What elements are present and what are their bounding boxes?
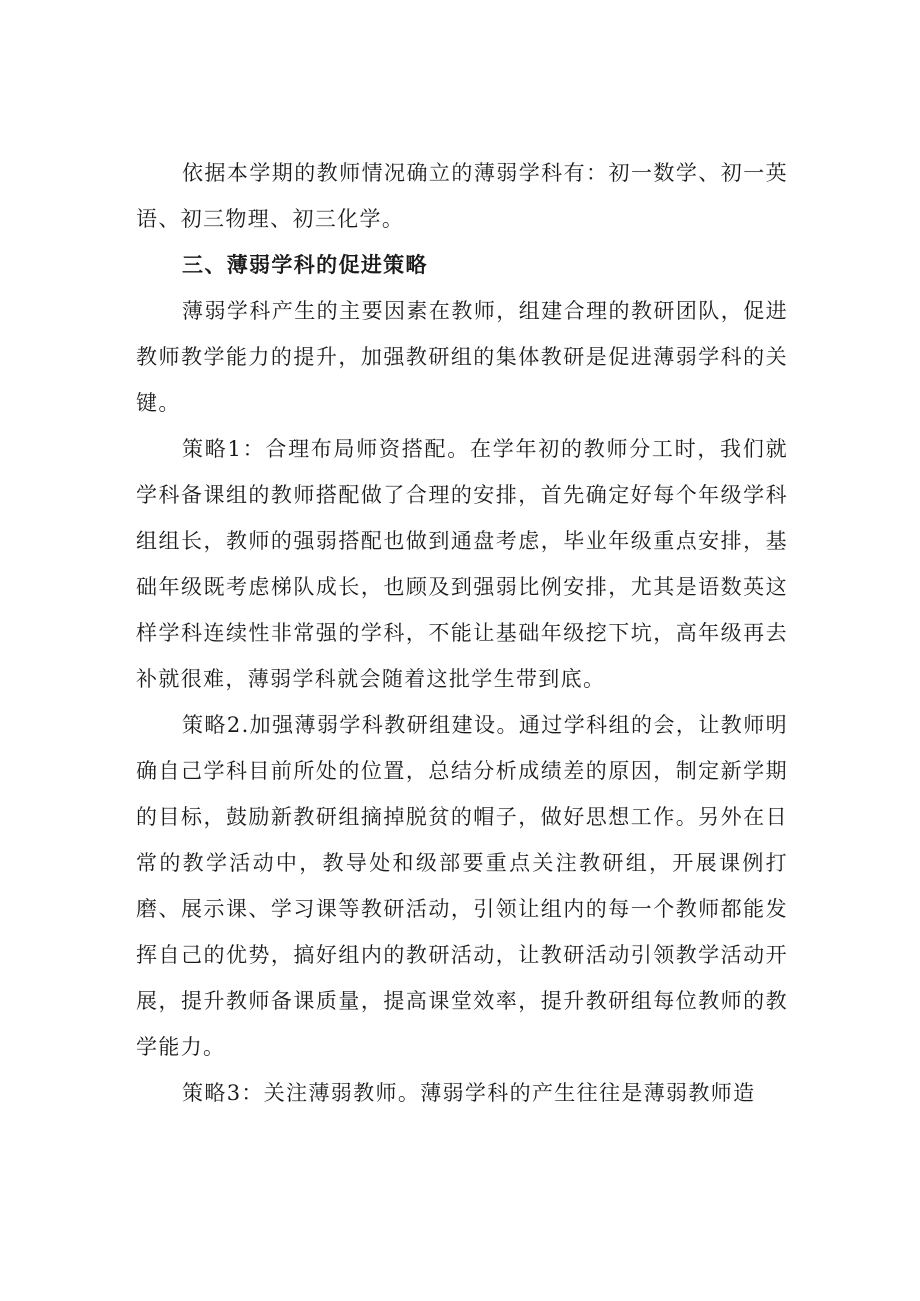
paragraph-strategy-1: 策略1：合理布局师资搭配。在学年初的教师分工时，我们就学科备课组的教师搭配做了合理的安排，首先确定好每个年级学科组组长，教师的强弱搭配也做到通盘考虑，毕业年级重点安排，基础年级既考虑梯队成长，也顾及到强弱比例安排，尤其是语数英这样学科连续性非常强的学科，不能让基础年级挖下坑，高年级再去补就很难，薄弱学科就会随着这批学生带到底。 [136, 437, 788, 691]
paragraph-strategy-2: 策略2.加强薄弱学科教研组建设。通过学科组的会，让教师明确自己学科目前所处的位置，总结分析成绩差的原因，制定新学期的目标，鼓励新教研组摘掉脱贫的帽子，做好思想工作。另外在日常的教学活动中，教导处和级部要重点关注教研组，开展课例打磨、展示课、学习课等教研活动，引领让组内的每一个教师都能发挥自己的优势，搞好组内的教研活动，让教研活动引领教学活动开展，提升教师备课质量，提高课堂效率，提升教研组每位教师的教学能力。 [136, 713, 788, 1059]
document-body [136, 150, 788, 1116]
section-heading-strategies: 三、薄弱学科的促进策略 [182, 253, 428, 277]
paragraph-weak-subjects-list: 依据本学期的教师情况确立的薄弱学科有：初一数学、初一英语、初三物理、初三化学。 [136, 161, 788, 231]
paragraph-main-factor: 薄弱学科产生的主要因素在教师，组建合理的教研团队，促进教师教学能力的提升，加强教研组的集体教研是促进薄弱学科的关键。 [136, 299, 788, 415]
paragraph-strategy-3: 策略3：关注薄弱教师。薄弱学科的产生往往是薄弱教师造 [182, 1081, 756, 1105]
